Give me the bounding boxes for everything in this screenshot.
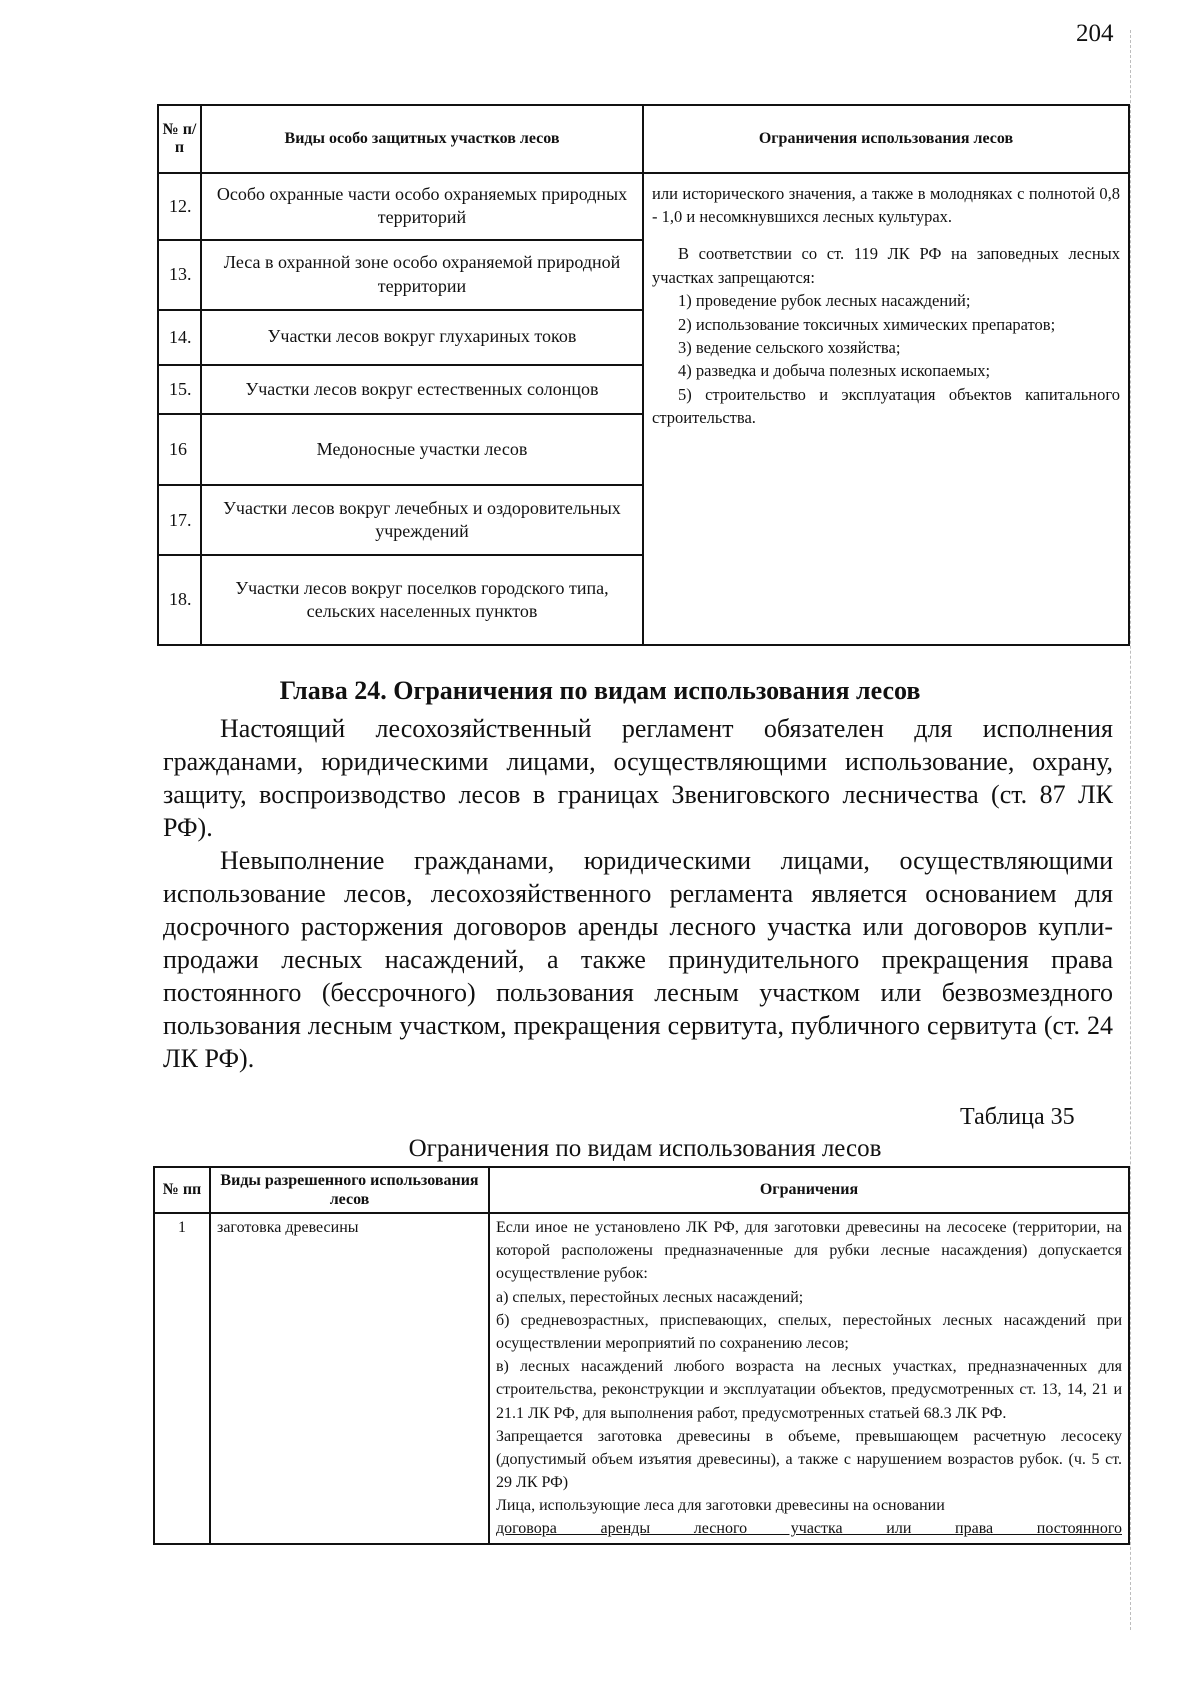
header-kind: Виды разрешенного использования лесов: [210, 1167, 489, 1213]
restriction-item: 5) строительство и эксплуатация объектов капитального строительства.: [652, 384, 1120, 428]
restriction-text: а) спелых, перестойных лесных насаждений;: [496, 1288, 804, 1306]
table-label: Таблица 35: [960, 1104, 1075, 1130]
restriction-text: Запрещается заготовка древесины в объеме, превышающем расчетную лесосеку (допустимый объем изъятия древесины), а также с нарушением возрастов рубок. (ч. 5 ст. 29 ЛК РФ): [496, 1427, 1122, 1492]
protected-areas-table: [157, 104, 1130, 646]
row-num: 16: [158, 414, 201, 486]
row-kind: Особо охранные части особо охраняемых природных территорий: [201, 173, 643, 241]
row-num: 15.: [158, 365, 201, 414]
chapter-title: Глава 24. Ограничения по видам использования лесов: [279, 676, 921, 705]
restriction-text: б) средневозрастных, приспевающих, спелых, перестойных лесных насаждений при осуществлении мероприятий по сохранению лесов;: [496, 1311, 1122, 1352]
row-kind: заготовка древесины: [210, 1213, 489, 1544]
header-restriction: Ограничения: [489, 1167, 1129, 1213]
row-num: 1: [154, 1213, 210, 1544]
chapter-paragraph: Невыполнение гражданами, юридическими лицами, осуществляющими использование лесов, лесохозяйственного регламента является основанием для досрочного расторжения договоров аренды лесного участка или договоров купли-продажи лесных насаждений, а также принудительного прекращения права постоянного (бессрочного) пользования лесным участком или безвозмездного пользования лесным участком, прекращения сервитута, публичного сервитута (ст. 24 ЛК РФ).: [163, 846, 1113, 1073]
restriction-item: 1) проведение рубок лесных насаждений;: [678, 291, 971, 311]
restriction-text: договора аренды лесного участка или права постоянного: [496, 1520, 1122, 1538]
chapter-paragraph: Настоящий лесохозяйственный регламент обязателен для исполнения гражданами, юридическими лицами, осуществляющими использование, охрану, защиту, воспроизводство лесов в границах Звениговского лесничества (ст. 87 ЛК РФ).: [163, 714, 1113, 842]
row-kind: Леса в охранной зоне особо охраняемой природной территории: [201, 240, 643, 310]
row-kind: Медоносные участки лесов: [201, 414, 643, 486]
header-num: № п/п: [158, 105, 201, 173]
header-restriction: Ограничения использования лесов: [643, 105, 1129, 173]
header-num: № пп: [154, 1167, 210, 1213]
restriction-text: Если иное не установлено ЛК РФ, для заготовки древесины на лесосеке (территории, на которой расположены предназначенные для рубки лесные насаждения) допускается осуществление рубок:: [496, 1219, 1122, 1283]
row-num: 13.: [158, 240, 201, 310]
restriction-item: 2) использование токсичных химических препаратов;: [678, 314, 1056, 334]
row-kind: Участки лесов вокруг поселков городского типа, сельских населенных пунктов: [201, 555, 643, 645]
restriction-text: Лица, использующие леса для заготовки древесины на основании: [496, 1497, 945, 1515]
row-num: 17.: [158, 485, 201, 555]
restriction-text: в) лесных насаждений любого возраста на лесных участках, предназначенных для строительства, реконструкции и эксплуатации объектов, предусмотренных ст. 13, 14, 21 и 21.1 ЛК РФ, для выполнения работ, предусмотренных статьей 68.3 ЛК РФ.: [496, 1358, 1122, 1422]
row-kind: Участки лесов вокруг глухариных токов: [201, 310, 643, 365]
page-number: 204: [1076, 20, 1114, 47]
table-caption: Ограничения по видам использования лесов: [408, 1135, 882, 1162]
restriction-cell: [489, 1213, 1129, 1544]
row-kind: Участки лесов вокруг лечебных и оздоровительных учреждений: [201, 485, 643, 555]
restriction-intro: В соответствии со ст. 119 ЛК РФ на заповедных лесных участках запрещаются:: [652, 244, 1120, 287]
usage-restrictions-table: [153, 1166, 1130, 1545]
row-kind: Участки лесов вокруг естественных солонцов: [201, 365, 643, 414]
row-num: 18.: [158, 555, 201, 645]
restriction-cell: [643, 173, 1129, 646]
restriction-continuation: или исторического значения, а также в молодняках с полнотой 0,8 - 1,0 и несомкнувшихся лесных культурах.: [652, 183, 1120, 226]
header-kind: Виды особо защитных участков лесов: [201, 105, 643, 173]
restriction-item: 3) ведение сельского хозяйства;: [678, 338, 901, 358]
scan-edge-line: [1130, 30, 1131, 1630]
row-num: 14.: [158, 310, 201, 365]
restriction-item: 4) разведка и добыча полезных ископаемых;: [678, 361, 991, 381]
row-num: 12.: [158, 173, 201, 241]
